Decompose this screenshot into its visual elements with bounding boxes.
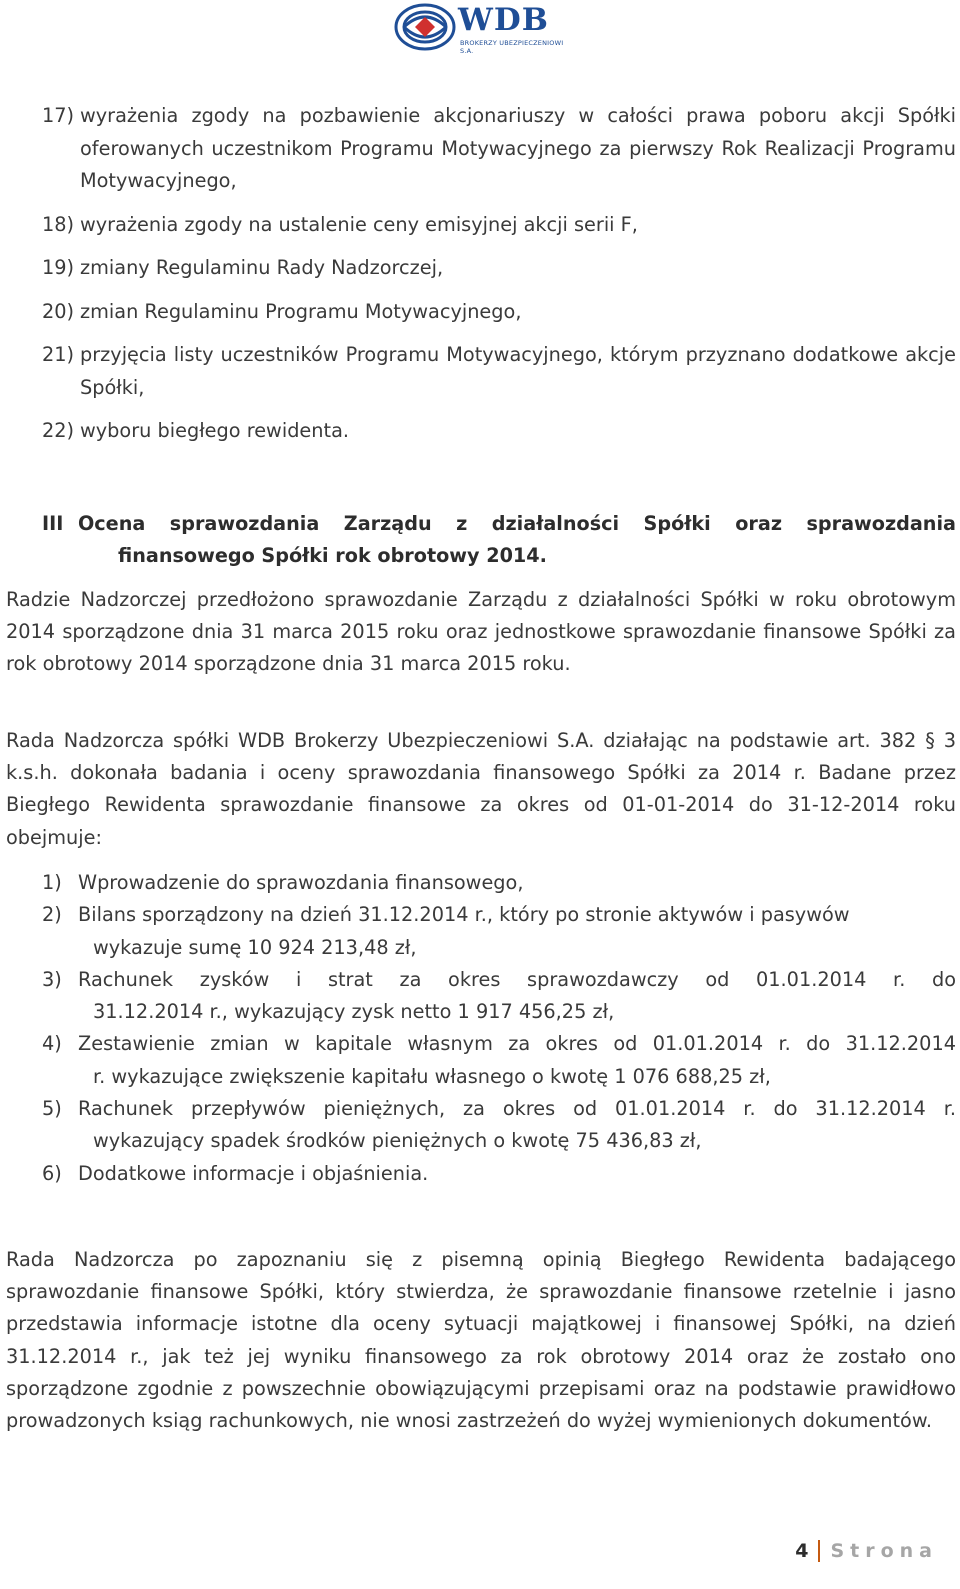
company-logo: [394, 2, 574, 55]
financial-statements-list: [42, 867, 956, 1190]
list-item-number: 5): [42, 1097, 62, 1121]
list-item-continuation: wykazujący spadek środków pieniężnych o kwotę 75 436,83 zł,: [93, 1129, 702, 1153]
list-item-number: 6): [42, 1161, 62, 1185]
list-item: [42, 100, 956, 198]
list-item-number: 3): [42, 967, 62, 991]
list-item: [42, 252, 956, 285]
paragraph-review: Rada Nadzorcza spółki WDB Brokerzy Ubezpieczeniowi S.A. działając na podstawie art. 382 § 3 k.s.h. dokonała badania i oceny sprawozdania finansowego Spółki za 2014 r. Badane przez Biegłego Rewidenta sprawozdanie finansowe za okres od 01-01-2014 do 31-12-2014 roku obejmuje:: [6, 729, 956, 849]
list-item-number: 17): [42, 104, 75, 127]
list-item-text: wyrażenia zgody na ustalenie ceny emisyjnej akcji serii F,: [80, 212, 638, 236]
paragraph-conclusion: Rada Nadzorcza po zapoznaniu się z pisemną opinią Biegłego Rewidenta badającego sprawozdanie finansowe Spółki, który stwierdza, że sprawozdanie finansowe rzetelnie i jasno przedstawia informacje istotne dla oceny sytuacji majątkowej i finansowej Spółki, na dzień 31.12.2014 r., jak też jej wyniku finansowego za rok obrotowy 2014 oraz że zostało ono sporządzone zgodnie z powszechnie obowiązującymi przepisami oraz na podstawie prawidłowo prowadzonych ksiąg rachunkowych, nie wnosi zastrzeżeń do wyżej wymienionych dokumentów.: [6, 1248, 956, 1433]
list-item-text: [42, 899, 956, 964]
section-title-line1: Ocena sprawozdania Zarządu z działalności Spółki oraz sprawozdania: [78, 512, 956, 535]
list-item-text: [42, 964, 956, 1029]
list-item-number: 21): [42, 343, 75, 366]
list-item-text: [42, 1158, 956, 1190]
list-item-number: 1): [42, 871, 62, 894]
list-item: [42, 339, 956, 404]
list-item-line: Zestawienie zmian w kapitale własnym za okres od 01.01.2014 r. do 31.12.2014: [78, 1032, 956, 1056]
list-item-text: [42, 867, 956, 899]
list-item: [42, 964, 956, 1029]
list-item-text: zmiany Regulaminu Rady Nadzorczej,: [80, 256, 444, 279]
section-number: III: [42, 512, 64, 535]
list-item-number: 4): [42, 1032, 62, 1056]
list-item-text: wyrażenia zgody na pozbawienie akcjonariuszy w całości prawa poboru akcji Spółki oferowanych uczestnikom Programu Motywacyjnego za pierwszy Rok Realizacji Programu Motywacyjnego,: [80, 104, 956, 192]
list-item-number: 20): [42, 299, 75, 323]
page-footer: [795, 1540, 938, 1562]
resolution-list: [42, 100, 956, 448]
list-item-line: Rachunek zysków i strat za okres sprawozdawczy od 01.01.2014 r. do: [78, 967, 956, 991]
list-item-continuation: r. wykazujące zwiększenie kapitału własnego o kwotę 1 076 688,25 zł,: [93, 1064, 771, 1088]
logo-emblem-icon: [394, 2, 456, 52]
logo-subtext: BROKERZY UBEZPIECZENIOWI S.A.: [460, 39, 564, 55]
list-item: [42, 296, 956, 329]
list-item-number: 22): [42, 419, 75, 442]
list-item: [42, 899, 956, 964]
list-item: [42, 1093, 956, 1158]
list-item-number: 2): [42, 903, 62, 927]
section-title-line2: finansowego Spółki rok obrotowy 2014.: [118, 544, 547, 567]
list-item-text: przyjęcia listy uczestników Programu Motywacyjnego, którym przyznano dodatkowe akcje Spółki,: [80, 343, 956, 399]
page-label: Strona: [830, 1540, 938, 1562]
list-item-continuation: 31.12.2014 r., wykazujący zysk netto 1 917 456,25 zł,: [93, 1000, 615, 1024]
list-item-text: zmian Regulaminu Programu Motywacyjnego,: [80, 299, 522, 323]
list-item: [42, 1158, 956, 1190]
list-item: [42, 415, 956, 448]
list-item-line: Wprowadzenie do sprawozdania finansowego,: [78, 871, 524, 894]
list-item-number: 19): [42, 256, 75, 279]
list-item-line: Dodatkowe informacje i objaśnienia.: [78, 1161, 429, 1185]
list-item-number: 18): [42, 212, 75, 236]
list-item-line: Rachunek przepływów pieniężnych, za okres od 01.01.2014 r. do 31.12.2014 r.: [78, 1097, 956, 1121]
paragraph-submission: Radzie Nadzorczej przedłożono sprawozdanie Zarządu z działalności Spółki w roku obrotowym 2014 sporządzone dnia 31 marca 2015 roku oraz jednostkowe sprawozdanie finansowe Spółki za rok obrotowy 2014 sporządzone dnia 31 marca 2015 roku.: [6, 588, 956, 676]
list-item: [42, 209, 956, 242]
list-item-text: [42, 1028, 956, 1093]
section-heading: [42, 508, 956, 572]
footer-divider: [818, 1540, 820, 1562]
list-item-text: [42, 1093, 956, 1158]
list-item: [42, 1028, 956, 1093]
list-item: [42, 867, 956, 899]
logo-text: WDB: [458, 2, 549, 38]
page-number: 4: [795, 1540, 809, 1562]
list-item-line: Bilans sporządzony na dzień 31.12.2014 r., który po stronie aktywów i pasywów: [78, 903, 850, 927]
list-item-text: wyboru biegłego rewidenta.: [80, 419, 350, 442]
list-item-continuation: wykazuje sumę 10 924 213,48 zł,: [93, 935, 417, 959]
